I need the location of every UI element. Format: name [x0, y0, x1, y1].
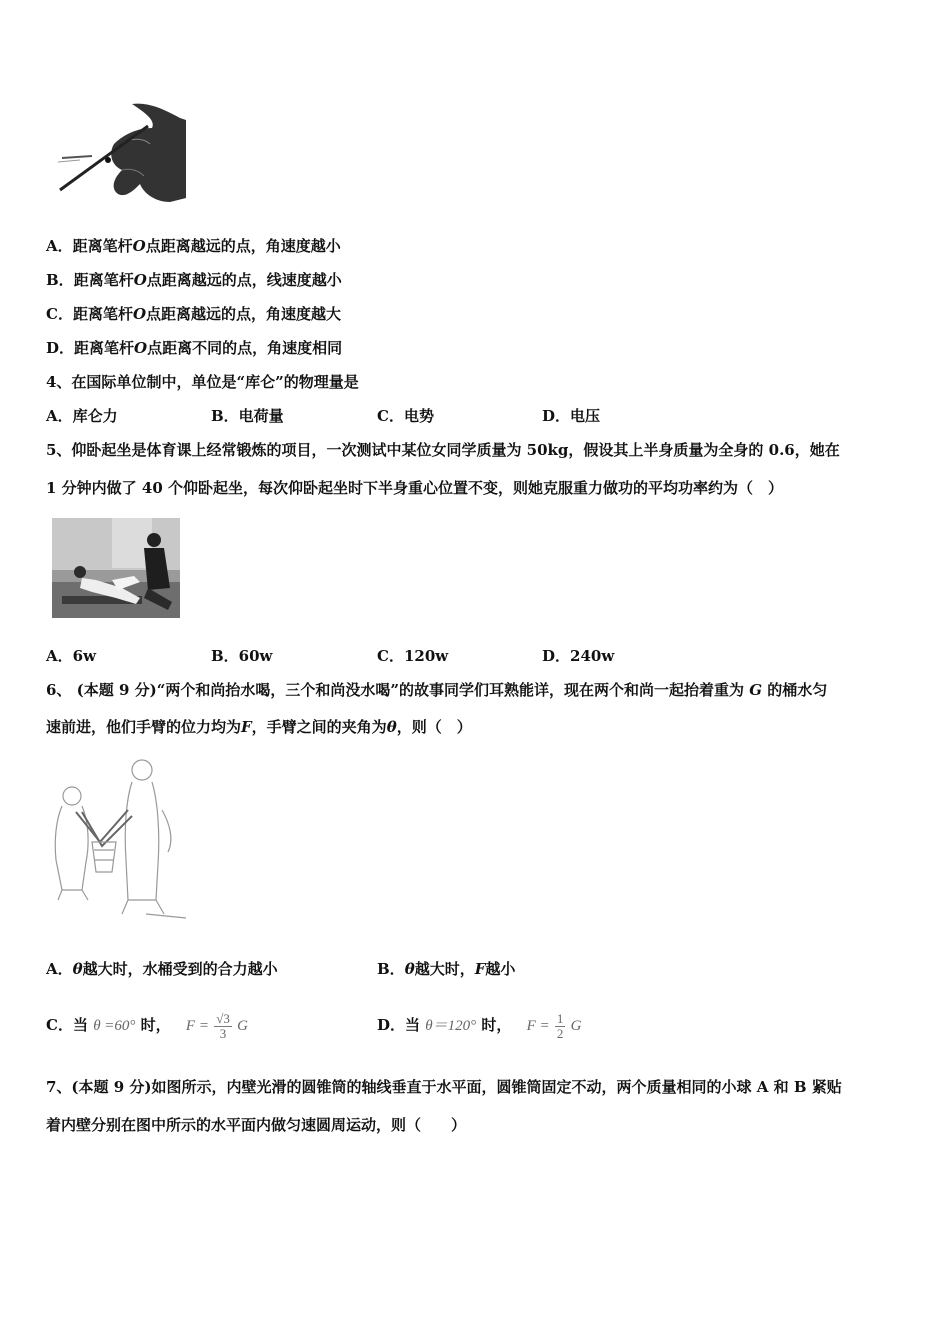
option-d-fraction: $\frac{1}{2}$ [556, 1010, 564, 1041]
q4-option-d: D．电压 [542, 407, 601, 425]
q5-option-b: B．60w [211, 647, 273, 665]
q4-option-c: C．电势 [377, 407, 434, 425]
option-c-fraction: $\frac{√3}{3}$ [216, 1010, 230, 1041]
q7-stem-line2: 着内壁分别在图中所示的水平面内做匀速圆周运动，则（ ） [46, 1116, 467, 1134]
q5-option-c: C．120w [377, 647, 449, 665]
option-c-angle: θ =60° [93, 1018, 136, 1034]
option-d-angle: θ＝120° [425, 1018, 477, 1034]
option-d-force: F = [526, 1018, 550, 1034]
situp-photo [52, 518, 180, 618]
q5-stem-line2: 1 分钟内做了 40 个仰卧起坐，每次仰卧起坐时下半身重心位置不变，则她克服重力做功的平均功率约为（ ） [46, 479, 783, 497]
hand-pen-figure [52, 98, 188, 210]
q6-option-d: D．当 θ＝120° 时， F = $\frac{1}{2}$ G [377, 1010, 582, 1041]
q4-option-a: A．库仑力 [46, 407, 118, 425]
q5-option-d: D．240w [542, 647, 615, 665]
q6-option-a: A．θ越大时，水桶受到的合力越小 [46, 960, 278, 978]
q3-option-d: D．距离笔杆O点距离不同的点，角速度相同 [46, 339, 343, 357]
q6-stem-line2: 速前进，他们手臂的位力均为F，手臂之间的夹角为θ，则（ ） [46, 718, 472, 736]
monks-carrying-water-figure [46, 750, 190, 922]
q5-stem-line1: 5、仰卧起坐是体育课上经常锻炼的项目，一次测试中某位女同学质量为 50kg，假设其上半身质量为全身的 0.6，她在 [46, 441, 840, 459]
q6-option-c: C．当 θ =60° 时， F = $\frac{√3}{3}$ G [46, 1010, 248, 1041]
q3-option-c: C．距离笔杆O点距离越远的点，角速度越大 [46, 305, 342, 323]
q3-option-a: A．距离笔杆O点距离越远的点，角速度越小 [46, 237, 341, 255]
option-c-force: F = [185, 1018, 209, 1034]
q5-option-a: A．6w [46, 647, 96, 665]
q7-stem-line1: 7、(本题 9 分)如图所示，内壁光滑的圆锥筒的轴线垂直于水平面，圆锥筒固定不动，两个质量相同的小球 A 和 B 紧贴 [46, 1078, 842, 1096]
q4-stem: 4、在国际单位制中，单位是“库仑”的物理量是 [46, 373, 359, 391]
q6-option-b: B．θ越大时，F越小 [377, 960, 516, 978]
q3-option-b: B．距离笔杆O点距离越远的点，线速度越小 [46, 271, 342, 289]
q6-stem-line1: 6、 (本题 9 分)“两个和尚抬水喝，三个和尚没水喝”的故事同学们耳熟能详，现在两个和尚一起抬着重为 G 的桶水匀 [46, 681, 828, 699]
q4-option-b: B．电荷量 [211, 407, 284, 425]
